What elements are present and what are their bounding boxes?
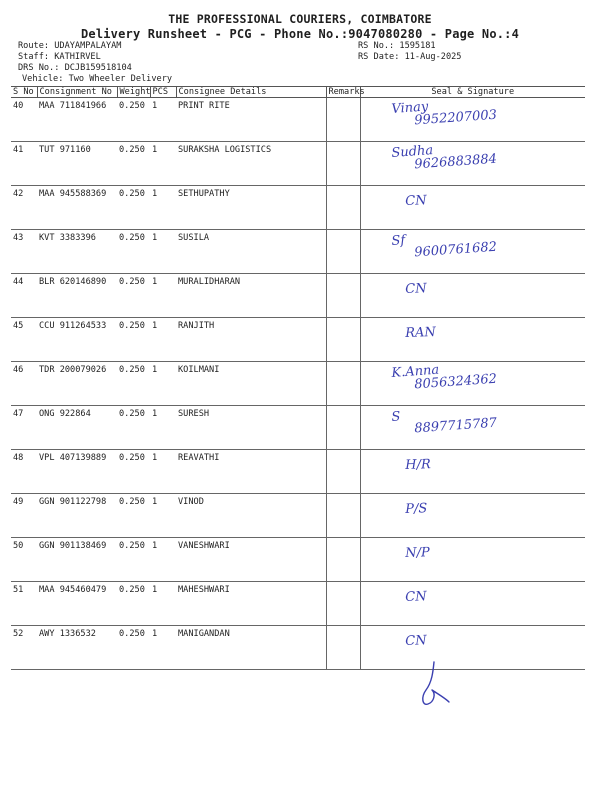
col-header-weight: Weight [117,87,150,98]
cell-weight: 0.250 [117,362,150,406]
signature-phone: 9952207003 [413,107,497,129]
cell-pcs: 1 [150,274,176,318]
handwritten-signature [391,403,497,438]
handwritten-signature [405,193,427,209]
table-row [11,582,585,626]
handwritten-signature [391,227,497,262]
cell-consignment-no: TDR 200079026 [37,362,117,406]
runsheet-table [11,86,585,670]
cell-signature [360,142,585,186]
handwritten-signature [391,359,497,394]
cell-signature [360,538,585,582]
cell-consignee: VINOD [176,494,326,538]
route-label: Route: UDAYAMPALAYAM [18,41,122,51]
cell-consignee: REAVATHI [176,450,326,494]
cell-signature [360,450,585,494]
handwritten-signature [391,95,497,130]
cell-pcs: 1 [150,626,176,670]
cell-consignee: SETHUPATHY [176,186,326,230]
cell-sno: 41 [11,142,37,186]
col-header-pcs: PCS [150,87,176,98]
cell-sno: 44 [11,274,37,318]
cell-consignee: KOILMANI [176,362,326,406]
cell-sno: 45 [11,318,37,362]
cell-consignment-no: MAA 945460479 [37,582,117,626]
handwritten-signature [405,325,436,341]
cell-consignment-no: VPL 407139889 [37,450,117,494]
runsheet-title: Delivery Runsheet - PCG - Phone No.:9047080280 - Page No.:4 [80,27,520,41]
cell-pcs: 1 [150,406,176,450]
cell-sno: 52 [11,626,37,670]
signature-phone: 8897715787 [413,415,497,437]
handwritten-signature [405,457,431,473]
cell-consignment-no: MAA 945588369 [37,186,117,230]
cell-remarks [326,362,360,406]
cell-weight: 0.250 [117,406,150,450]
table-row [11,230,585,274]
handwritten-signature [405,633,427,649]
cell-weight: 0.250 [117,142,150,186]
rs-number: RS No.: 1595181 [358,41,436,51]
cell-weight: 0.250 [117,186,150,230]
signature-mark: CN [404,281,427,297]
col-header-signature: Seal & Signature [360,87,585,98]
signature-mark: K.Anna [390,362,440,381]
col-header-sno: S No [11,87,37,98]
cell-consignment-no: AWY 1336532 [37,626,117,670]
handwritten-signature [391,139,497,174]
table-row [11,318,585,362]
cell-remarks [326,142,360,186]
cell-remarks [326,538,360,582]
cell-remarks [326,582,360,626]
col-header-consignment: Consignment No [37,87,117,98]
cell-consignee: SUSILA [176,230,326,274]
cell-weight: 0.250 [117,538,150,582]
signature-phone: 8056324362 [413,371,497,393]
signature-mark: CN [404,193,427,209]
cell-remarks [326,494,360,538]
table-row [11,626,585,670]
cell-signature [360,626,585,670]
signature-mark: S [390,409,401,425]
table-row [11,274,585,318]
cell-consignee: MURALIDHARAN [176,274,326,318]
cell-remarks [326,274,360,318]
cell-sno: 40 [11,98,37,142]
cell-weight: 0.250 [117,274,150,318]
cell-consignee: PRINT RITE [176,98,326,142]
cell-weight: 0.250 [117,98,150,142]
staff-label: Staff: KATHIRVEL [18,52,101,62]
col-header-remarks: Remarks [326,87,360,98]
signature-mark: H/R [404,457,431,473]
signature-mark: CN [404,633,427,649]
cell-consignee: MANIGANDAN [176,626,326,670]
col-header-consignee: Consignee Details [176,87,326,98]
table-header-row [11,87,585,98]
cell-remarks [326,230,360,274]
handwritten-signature [405,589,427,605]
cell-remarks [326,98,360,142]
cell-consignee: SURESH [176,406,326,450]
company-name: THE PROFESSIONAL COURIERS, COIMBATORE [168,12,432,26]
table-row [11,142,585,186]
signature-phone: 9600761682 [413,239,497,261]
cell-consignment-no: BLR 620146890 [37,274,117,318]
cell-pcs: 1 [150,186,176,230]
handwritten-check-icon [412,660,452,712]
signature-mark: CN [404,589,427,605]
cell-pcs: 1 [150,582,176,626]
cell-signature [360,230,585,274]
handwritten-signature [405,501,428,517]
cell-weight: 0.250 [117,582,150,626]
cell-weight: 0.250 [117,494,150,538]
signature-phone: 9626883884 [413,151,497,173]
cell-pcs: 1 [150,450,176,494]
table-row [11,450,585,494]
cell-sno: 46 [11,362,37,406]
signature-mark: N/P [404,545,430,561]
cell-consignment-no: MAA 711841966 [37,98,117,142]
cell-remarks [326,626,360,670]
cell-weight: 0.250 [117,318,150,362]
cell-signature [360,362,585,406]
cell-remarks [326,450,360,494]
cell-consignment-no: TUT 971160 [37,142,117,186]
table-row [11,362,585,406]
handwritten-signature [405,281,427,297]
cell-pcs: 1 [150,538,176,582]
cell-signature [360,274,585,318]
table-row [11,538,585,582]
cell-sno: 49 [11,494,37,538]
signature-mark: P/S [404,501,428,517]
table-row [11,406,585,450]
cell-signature [360,318,585,362]
cell-pcs: 1 [150,494,176,538]
cell-consignee: MAHESHWARI [176,582,326,626]
cell-pcs: 1 [150,142,176,186]
cell-weight: 0.250 [117,230,150,274]
cell-signature [360,186,585,230]
cell-sno: 51 [11,582,37,626]
cell-sno: 48 [11,450,37,494]
cell-weight: 0.250 [117,450,150,494]
cell-pcs: 1 [150,230,176,274]
cell-consignment-no: KVT 3383396 [37,230,117,274]
cell-consignment-no: GGN 901138469 [37,538,117,582]
cell-sno: 47 [11,406,37,450]
table-row [11,494,585,538]
cell-pcs: 1 [150,362,176,406]
cell-remarks [326,406,360,450]
handwritten-signature [405,545,430,561]
cell-consignment-no: CCU 911264533 [37,318,117,362]
cell-consignee: VANESHWARI [176,538,326,582]
cell-pcs: 1 [150,318,176,362]
signature-mark: RAN [404,324,436,341]
cell-weight: 0.250 [117,626,150,670]
cell-sno: 42 [11,186,37,230]
signature-mark: Vinay [390,99,429,117]
cell-pcs: 1 [150,98,176,142]
table-row [11,186,585,230]
cell-signature [360,582,585,626]
signature-mark: Sf [390,233,406,249]
table-row [11,98,585,142]
cell-consignee: RANJITH [176,318,326,362]
vehicle-label: Vehicle: Two Wheeler Delivery [22,74,173,84]
cell-consignment-no: GGN 901122798 [37,494,117,538]
cell-consignment-no: ONG 922864 [37,406,117,450]
cell-remarks [326,186,360,230]
rs-date: RS Date: 11-Aug-2025 [358,52,462,62]
signature-mark: Sudha [390,143,434,161]
cell-signature [360,98,585,142]
cell-sno: 43 [11,230,37,274]
cell-signature [360,494,585,538]
cell-sno: 50 [11,538,37,582]
cell-consignee: SURAKSHA LOGISTICS [176,142,326,186]
cell-signature [360,406,585,450]
drs-number: DRS No.: DCJB159518104 [18,63,132,73]
cell-remarks [326,318,360,362]
